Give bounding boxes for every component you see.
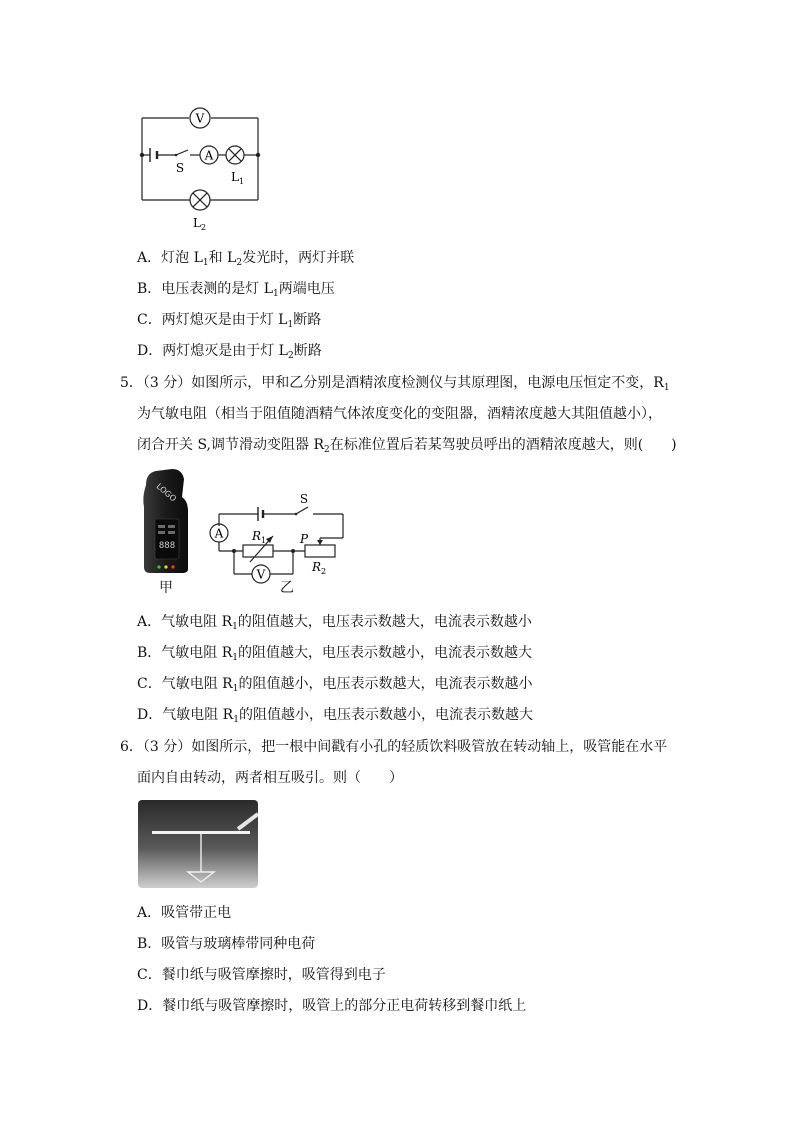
q4-option-b: B．电压表测的是灯 $L_1$两端电压 [137,281,335,299]
q5-stem-line2: 为气敏电阻（相当于阻值随酒精气体浓度变化的变阻器，酒精浓度越大其阻值越小）， [137,406,662,422]
q5-stem-line1: 5．（3 分）如图所示，甲和乙分别是酒精浓度检测仪与其原理图，电源电压恒定不变，$R_1$ [120,375,670,393]
q5-voltmeter-label: V [256,567,266,582]
q6-straw-photo [138,800,258,888]
q5-device-display: 888 [158,541,176,551]
q6-option-d: D．餐巾纸与吸管摩擦时，吸管上的部分正电荷转移到餐巾纸上 [137,998,527,1014]
q5-circuit-diagram [200,488,350,593]
q5-label-yi: 乙 [280,580,294,596]
q5-option-c: C．气敏电阻 $R_1$的阻值越小，电压表示数越大，电流表示数越小 [137,676,533,694]
q4-lamp1-label: $L_1$ [231,170,245,186]
q4-ammeter-label: A [204,148,214,163]
q5-option-d: D．气敏电阻 $R_1$的阻值越小，电压表示数越小，电流表示数越大 [137,707,533,725]
q5-option-a: A．气敏电阻 $R_1$的阻值越大，电压表示数越大，电流表示数越小 [137,614,532,632]
q5-option-b: B．气敏电阻 $R_1$的阻值越大，电压表示数越小，电流表示数越大 [137,645,533,663]
q5-r1-label: $R_1$ [252,529,267,545]
q4-option-c: C．两灯熄灭是由于灯 $L_1$断路 [137,312,322,330]
q4-lamp2-label: $L_2$ [193,216,207,232]
q6-option-b: B．吸管与玻璃棒带同种电荷 [137,936,316,952]
q4-voltmeter-label: V [195,111,205,126]
q4-option-a: A．灯泡 $L_1$和 $L_2$发光时，两灯并联 [137,250,355,268]
q4-switch-label: S [175,161,185,175]
q5-switch-label: S [299,492,309,506]
q5-p-label: P [300,532,309,546]
q5-label-jia: 甲 [159,580,173,596]
q6-stem-line1: 6．（3 分）如图所示，把一根中间戳有小孔的轻质饮料吸管放在转动轴上，吸管能在水平 [120,739,668,755]
q6-option-c: C．餐巾纸与吸管摩擦时，吸管得到电子 [137,967,386,983]
q5-device-image [138,467,190,575]
q5-device-logo: LOGO [154,481,179,504]
q6-stem-line2: 面内自由转动，两者相互吸引。则（ ） [137,770,403,786]
q5-r2-label: $R_2$ [312,560,327,576]
q5-ammeter-label: A [214,526,224,541]
q5-stem-line3: 闭合开关 S,调节滑动变阻器 $R_2$在标准位置后若某驾驶员呼出的酒精浓度越大，则( ) [137,437,677,455]
q4-option-d: D．两灯熄灭是由于灯 $L_2$断路 [137,343,322,361]
q6-option-a: A．吸管带正电 [137,905,232,921]
q4-circuit-diagram [130,100,270,235]
